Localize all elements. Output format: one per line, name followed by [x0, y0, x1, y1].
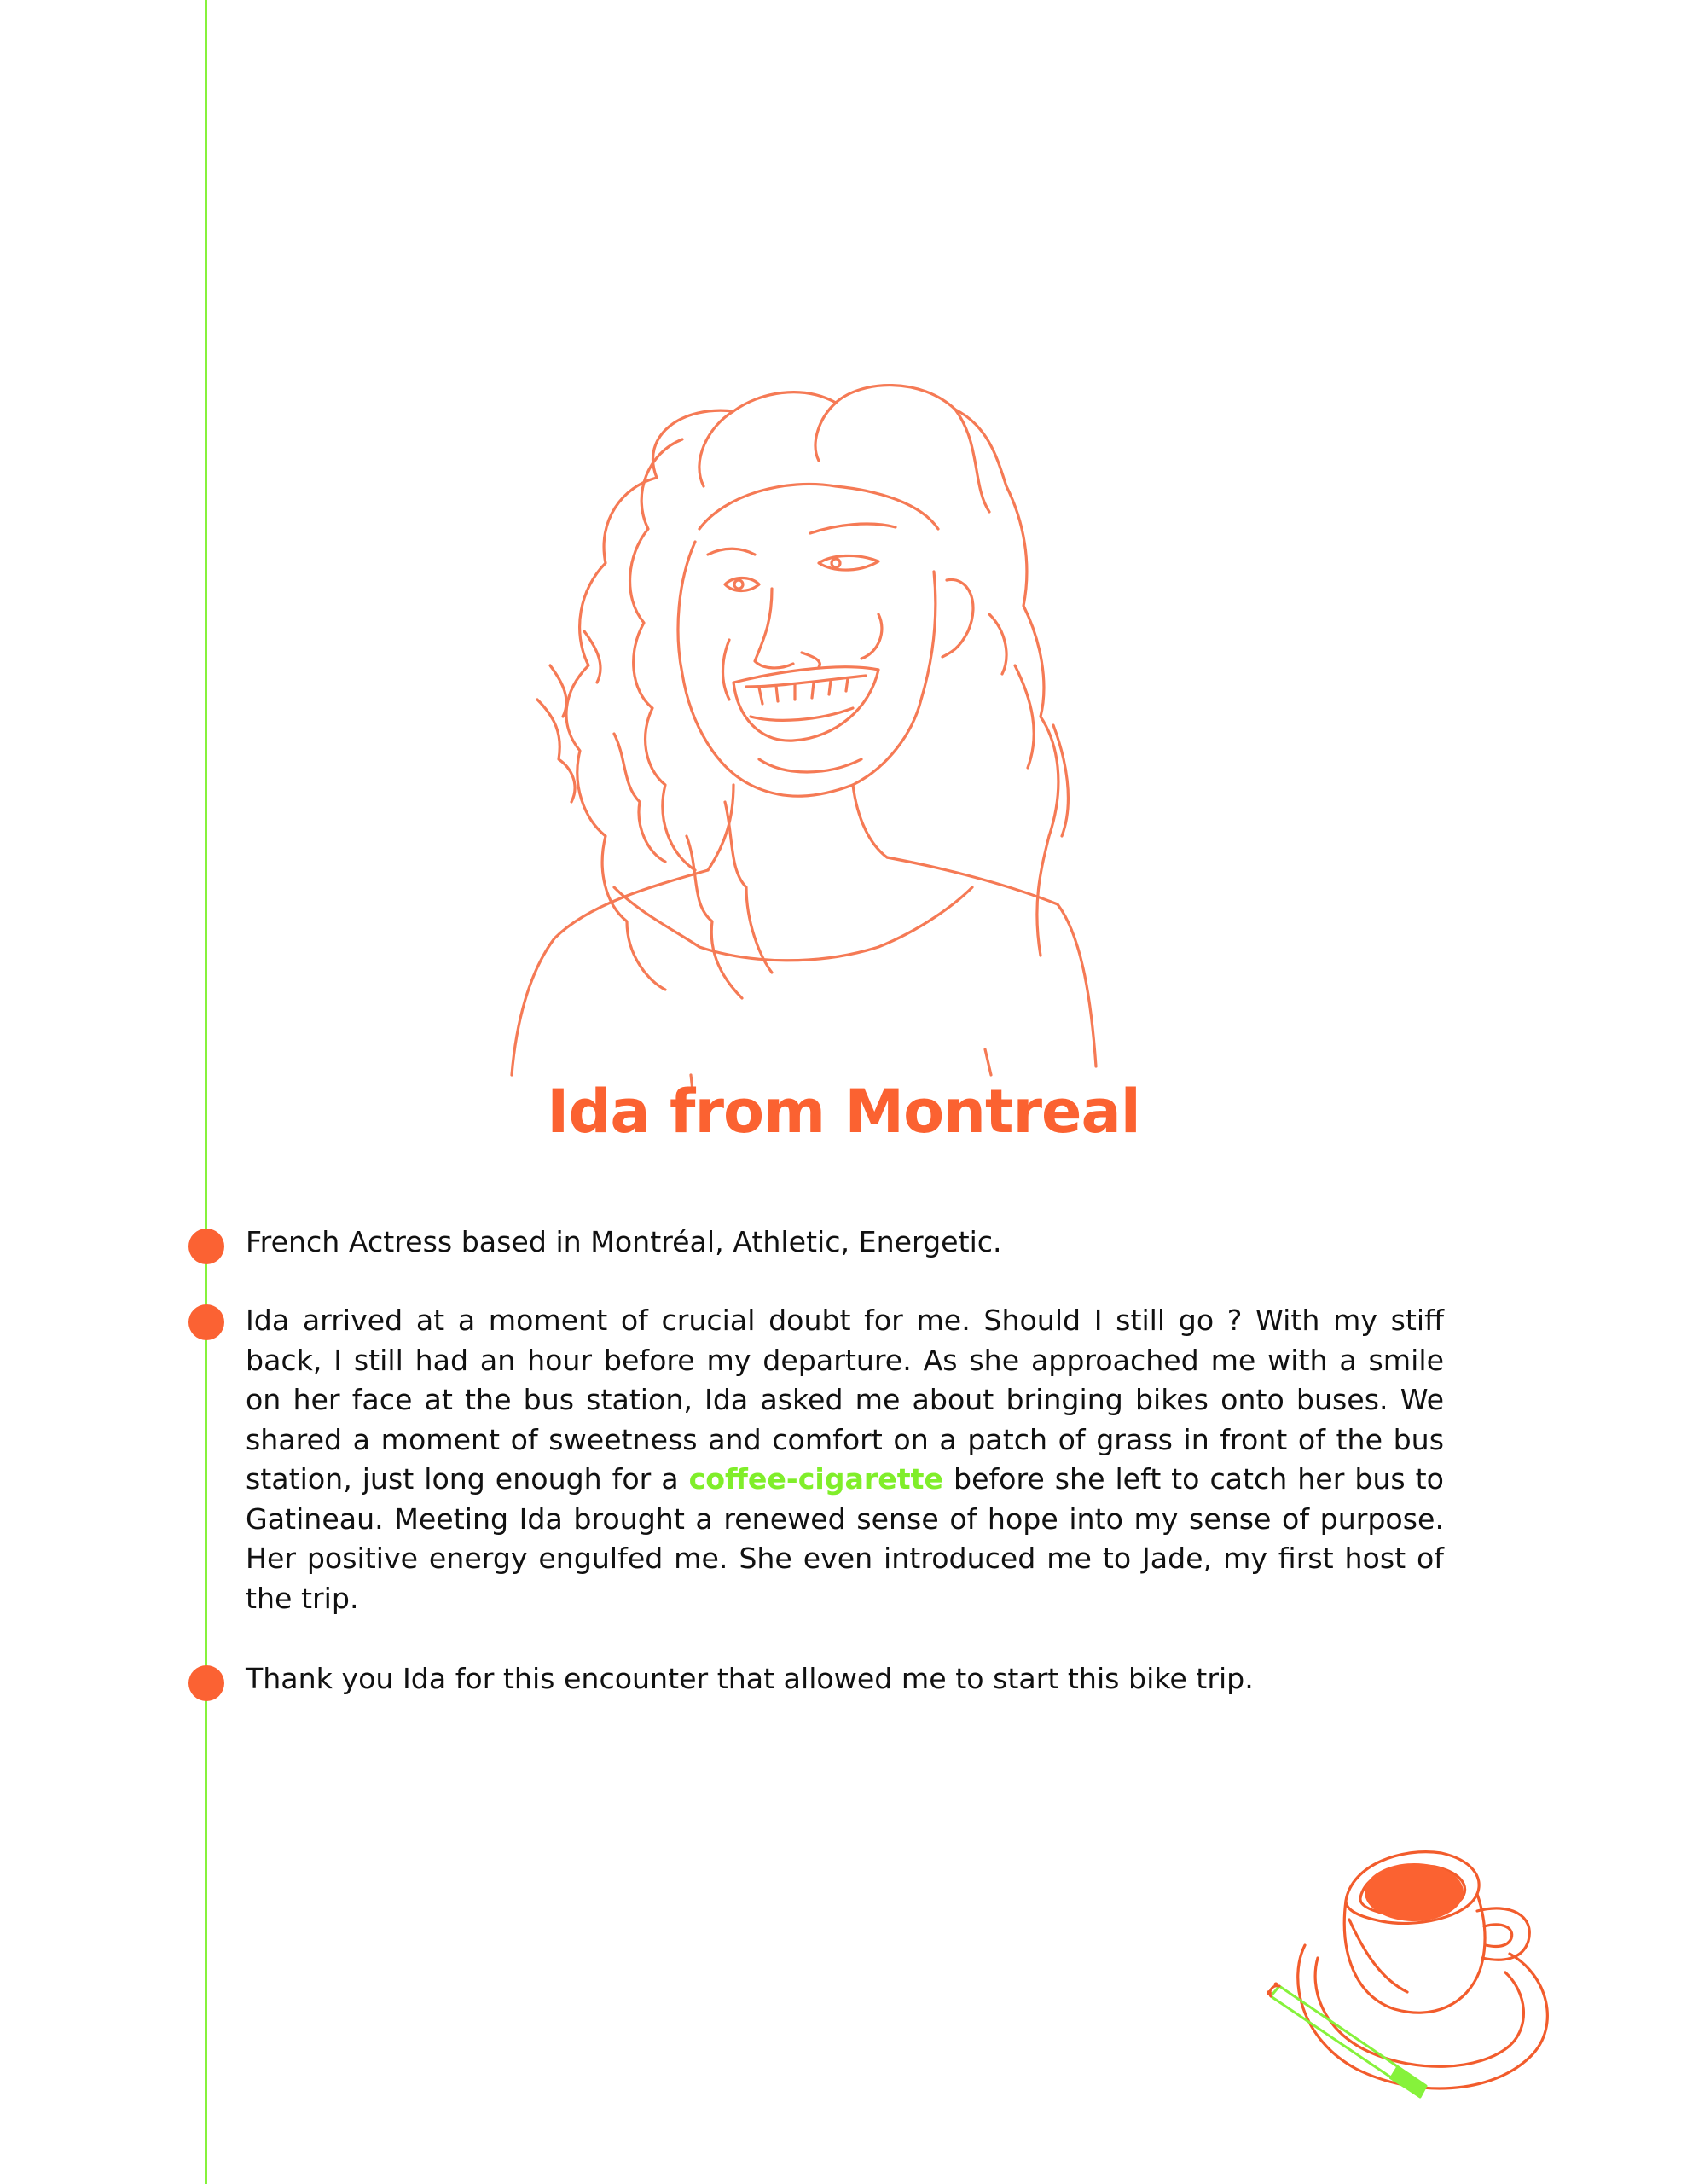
bullet-dot-intro — [188, 1228, 224, 1264]
bullet-dot-thanks — [188, 1665, 224, 1701]
story-paragraph — [246, 1301, 1444, 1618]
page-title: Ida from Montreal — [547, 1077, 1140, 1147]
portrait-illustration — [478, 358, 1228, 1092]
bullet-dot-story — [188, 1304, 224, 1340]
intro-paragraph — [246, 1223, 1444, 1263]
story-text-before: Ida arrived at a moment of crucial doubt for me. Should I still go ? With my stiff back, I still had an hour before my departure. As she approached me with a smile on her face at the bus station, Ida asked me about bringing bikes onto buses. We shared a moment of sweetness and comfort on a patch of grass in front of the bus station, just long enough for a — [246, 1304, 1444, 1496]
coffee-cup-illustration — [1254, 1826, 1578, 2107]
thanks-paragraph — [246, 1659, 1444, 1699]
thanks-text: Thank you Ida for this encounter that allowed me to start this bike trip. — [246, 1662, 1254, 1695]
story-text-after: before she left to catch her bus to Gatineau. Meeting Ida brought a renewed sense of hope into my sense of purpose. Her positive energy engulfed me. She even introduced me to Jade, my first host of the trip. — [246, 1462, 1444, 1615]
intro-text: French Actress based in Montréal, Athletic, Energetic. — [246, 1225, 1002, 1258]
coffee-cigarette-highlight: coffee-cigarette — [688, 1462, 944, 1496]
